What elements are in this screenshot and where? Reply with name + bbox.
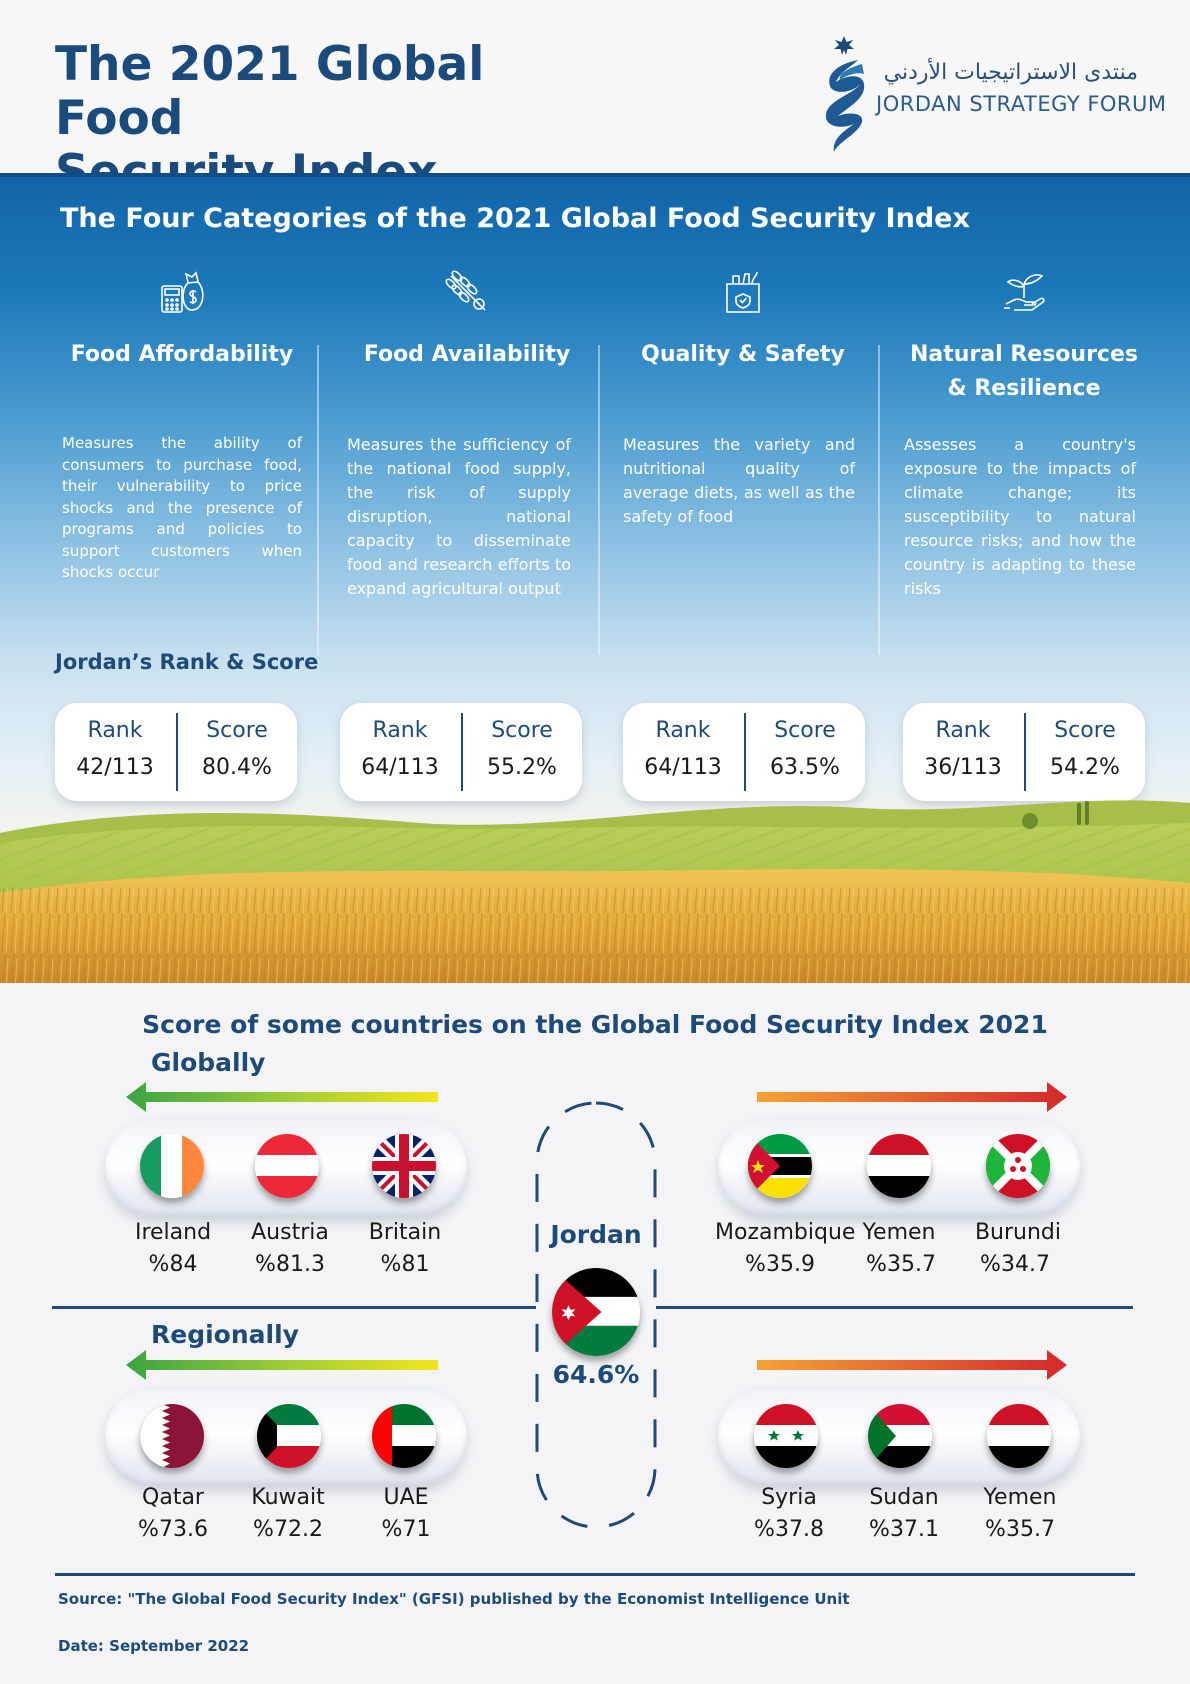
score-card-food-affordability xyxy=(55,703,297,801)
score-value: 80.4% xyxy=(202,755,272,780)
score-value: 63.5% xyxy=(770,755,840,780)
country-name: Syria xyxy=(761,1485,817,1510)
mozambique-flag-icon xyxy=(748,1134,812,1198)
categories-section-title: The Four Categories of the 2021 Global Food Security Index xyxy=(60,203,970,234)
uae-flag-icon xyxy=(372,1404,436,1468)
rank-label: Rank xyxy=(372,718,428,743)
country-score: %73.6 xyxy=(138,1517,208,1542)
jordan-strategy-forum-logo xyxy=(818,34,1167,154)
logo-arabic-text: منتدى الاستراتيجيات الأردني xyxy=(883,60,1138,85)
plant-hand-icon xyxy=(904,268,1144,316)
syria-flag-icon xyxy=(754,1404,818,1468)
footer-divider xyxy=(55,1573,1135,1576)
regionally-label: Regionally xyxy=(151,1320,299,1349)
yemen-flag-icon xyxy=(867,1134,931,1198)
country-score: %34.7 xyxy=(980,1252,1050,1277)
category-description: Measures the ability of consumers to purchase food, their vulnerability to price shocks and the presence of programs and policies to support customers when shocks occur xyxy=(62,434,302,581)
country-name: Sudan xyxy=(869,1485,939,1510)
country-score: %72.2 xyxy=(253,1517,323,1542)
score-value: 54.2% xyxy=(1050,755,1120,780)
category-title: Quality & Safety xyxy=(641,342,845,367)
arrow-left-green-icon xyxy=(126,1350,438,1380)
britain-flag-icon xyxy=(372,1134,436,1198)
calculator-money-bag-icon xyxy=(62,268,302,316)
arrow-right-red-icon xyxy=(757,1082,1067,1112)
arrow-right-red-icon xyxy=(757,1350,1067,1380)
category-title xyxy=(904,338,1144,406)
score-label: Score xyxy=(1054,718,1116,743)
score-column xyxy=(745,713,865,787)
jordan-rank-score-label: Jordan’s Rank & Score xyxy=(55,650,319,674)
category-title-line1: Natural Resources xyxy=(910,342,1138,367)
country-name: Mozambique xyxy=(715,1220,856,1245)
country-score: %81 xyxy=(380,1252,430,1277)
logo-mark-icon xyxy=(818,34,870,154)
score-column xyxy=(1025,713,1145,787)
section-top-border xyxy=(0,173,1190,177)
jordan-label: Jordan xyxy=(550,1220,642,1249)
country-score: %37.1 xyxy=(869,1517,939,1542)
country-score: %37.8 xyxy=(754,1517,824,1542)
score-label: Score xyxy=(491,718,553,743)
country-name: Yemen xyxy=(862,1220,936,1245)
header xyxy=(0,0,1190,173)
kuwait-flag-icon xyxy=(257,1404,321,1468)
category-description: Measures the sufficiency of the national food supply, the risk of supply disruption, national capacity to disseminate food and research efforts to expand agricultural output xyxy=(347,435,571,598)
rank-value: 64/113 xyxy=(361,755,439,780)
category-title: Food Availability xyxy=(363,342,571,367)
logo-english-text: JORDAN STRATEGY FORUM xyxy=(876,92,1167,116)
categories-section xyxy=(0,173,1190,983)
country-score: %35.7 xyxy=(866,1252,936,1277)
rank-label: Rank xyxy=(935,718,991,743)
category-description: Measures the variety and nutritional quality of average diets, as well as the safety of food xyxy=(623,435,855,526)
score-card-food-availability xyxy=(340,703,582,801)
category-title-line2: & Resilience xyxy=(947,376,1101,401)
country-name: UAE xyxy=(383,1485,429,1510)
country-score: %84 xyxy=(148,1252,198,1277)
ireland-flag-icon xyxy=(140,1134,204,1198)
country-name: Ireland xyxy=(134,1220,212,1245)
country-name: Burundi xyxy=(974,1220,1062,1245)
sudan-flag-icon xyxy=(868,1404,932,1468)
austria-flag-icon xyxy=(255,1134,319,1198)
score-value: 55.2% xyxy=(487,755,557,780)
rank-column xyxy=(340,713,460,787)
category-title: Food Affordability xyxy=(70,342,294,367)
arrow-left-green-icon xyxy=(126,1082,438,1112)
rank-column xyxy=(623,713,743,787)
rank-label: Rank xyxy=(87,718,143,743)
score-label: Score xyxy=(206,718,268,743)
rank-value: 64/113 xyxy=(644,755,722,780)
jordan-score: 64.6% xyxy=(552,1360,640,1389)
burundi-flag-icon xyxy=(986,1134,1050,1198)
rank-column xyxy=(55,713,175,787)
country-name: Yemen xyxy=(983,1485,1057,1510)
source-text: Source: "The Global Food Security Index" (GFSI) published by the Economist Intelligence Unit xyxy=(58,1590,850,1608)
category-divider xyxy=(317,345,319,655)
qatar-flag-icon xyxy=(140,1404,204,1468)
countries-scores-title: Score of some countries on the Global Food Security Index 2021 xyxy=(142,1010,1048,1039)
score-column xyxy=(462,713,582,787)
country-name: Qatar xyxy=(142,1485,204,1510)
score-card-natural-resources xyxy=(903,703,1145,801)
category-description: Assesses a country's exposure to the impacts of climate change; its susceptibility to natural resource risks; and how the country is adapting to these risks xyxy=(904,435,1136,598)
score-column xyxy=(177,713,297,787)
score-label: Score xyxy=(774,718,836,743)
score-card-quality-safety xyxy=(623,703,865,801)
country-name: Kuwait xyxy=(251,1485,325,1510)
country-name: Britain xyxy=(368,1220,442,1245)
rank-value: 42/113 xyxy=(76,755,154,780)
country-score: %71 xyxy=(381,1517,431,1542)
wheat-icon xyxy=(347,268,587,316)
divider-line-right xyxy=(656,1306,1133,1309)
rank-column xyxy=(903,713,1023,787)
globally-label: Globally xyxy=(151,1048,266,1077)
divider-line-left xyxy=(52,1306,536,1309)
wheat-field-illustration xyxy=(0,793,1190,983)
page-title-line1: The 2021 Global Food xyxy=(55,37,485,146)
grocery-bag-icon xyxy=(623,268,863,316)
country-score: %35.9 xyxy=(745,1252,815,1277)
country-score: %81.3 xyxy=(255,1252,325,1277)
category-divider xyxy=(878,345,880,655)
country-score: %35.7 xyxy=(985,1517,1055,1542)
jordan-flag-icon xyxy=(552,1268,640,1356)
yemen-flag-icon xyxy=(987,1404,1051,1468)
rank-value: 36/113 xyxy=(924,755,1002,780)
rank-label: Rank xyxy=(655,718,711,743)
category-divider xyxy=(598,345,600,655)
date-text: Date: September 2022 xyxy=(58,1637,250,1655)
country-name: Austria xyxy=(251,1220,329,1245)
